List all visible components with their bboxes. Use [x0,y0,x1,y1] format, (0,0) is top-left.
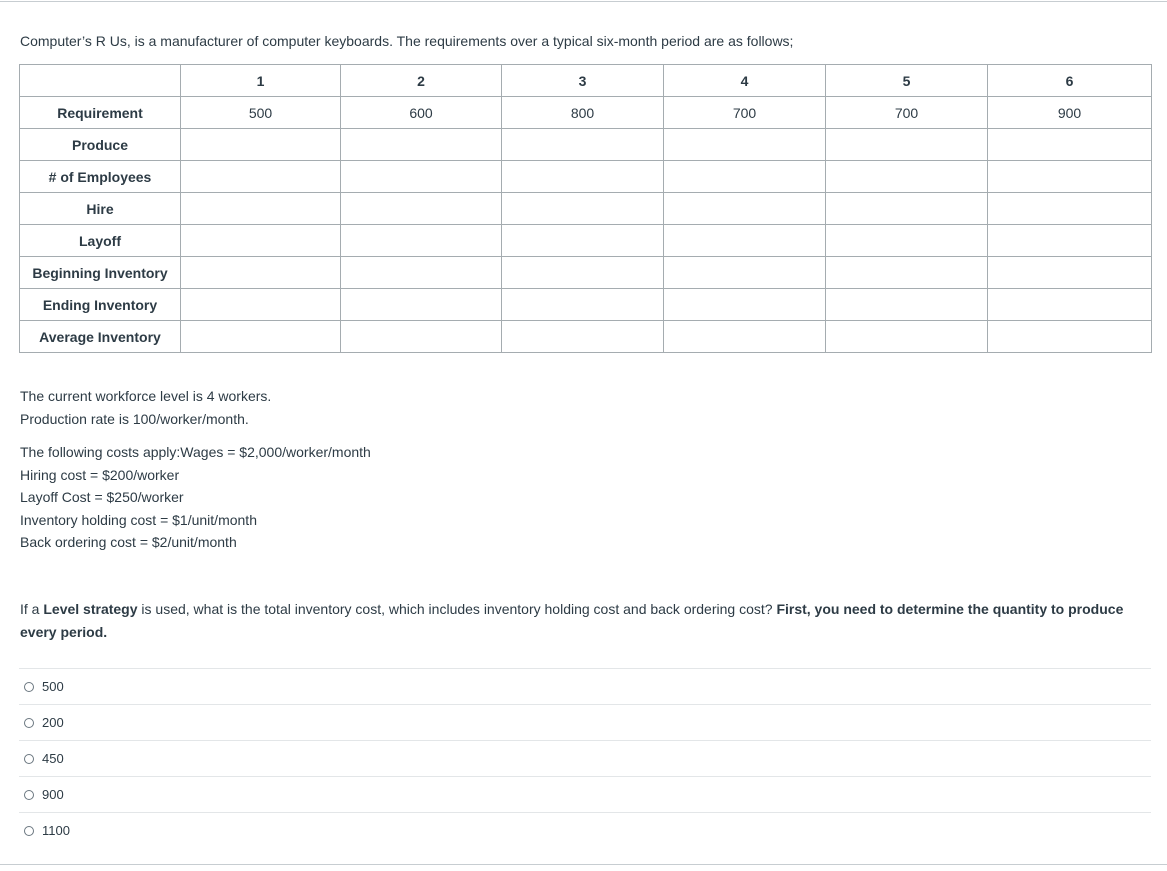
row-label: Ending Inventory [20,289,181,321]
table-cell [502,161,664,193]
table-cell [181,129,341,161]
table-cell [664,321,826,353]
top-divider [0,1,1167,2]
holding-cost-line: Inventory holding cost = $1/unit/month [20,511,257,528]
workforce-line: The current workforce level is 4 workers. [20,388,272,404]
row-label: Requirement [20,97,181,129]
table-cell [988,225,1152,257]
answer-label: 900 [42,787,64,802]
table-row [20,193,1152,225]
table-cell [181,289,341,321]
table-cell [341,289,502,321]
table-cell [341,161,502,193]
answer-label: 1100 [42,823,70,838]
intro-text: Computer’s R Us, is a manufacturer of computer keyboards. The requirements over a typical six-month period are as follows; [20,33,794,49]
table-header-cell: 3 [502,65,664,97]
table-header-cell [20,65,181,97]
table-header-cell: 6 [988,65,1152,97]
table-cell [826,129,988,161]
table-cell [502,321,664,353]
answer-label: 500 [42,679,64,694]
table-row [20,321,1152,353]
table-row [20,161,1152,193]
table-cell [341,193,502,225]
table-cell [826,225,988,257]
table-cell [988,289,1152,321]
table-cell [181,257,341,289]
table-header-row [20,65,1152,97]
table-cell [664,161,826,193]
table-header-cell: 1 [181,65,341,97]
row-label: Layoff [20,225,181,257]
workforce-paragraph [20,385,271,430]
table-header-cell: 2 [341,65,502,97]
table-row [20,129,1152,161]
hiring-cost-line: Hiring cost = $200/worker [20,466,180,483]
question-text [20,598,1150,644]
table-cell [988,257,1152,289]
wages-line: The following costs apply:Wages = $2,000/worker/month [20,444,371,460]
answer-option-200[interactable] [19,705,1151,741]
table-cell: 700 [826,97,988,129]
radio-button[interactable] [24,754,34,764]
table-cell [826,257,988,289]
answer-label: 450 [42,751,64,766]
table-cell: 800 [502,97,664,129]
answer-option-900[interactable] [19,777,1151,813]
table-cell: 700 [664,97,826,129]
table-cell [181,321,341,353]
requirements-table [19,64,1152,353]
radio-button[interactable] [24,718,34,728]
table-cell: 500 [181,97,341,129]
row-label: Average Inventory [20,321,181,353]
table-cell [502,129,664,161]
table-cell [341,321,502,353]
table-cell: 900 [988,97,1152,129]
question-part: If a [20,601,44,617]
table-cell [988,193,1152,225]
costs-paragraph [20,441,371,554]
table-row [20,289,1152,321]
table-cell [988,129,1152,161]
table-cell [988,161,1152,193]
table-header-cell: 4 [664,65,826,97]
table-cell [502,289,664,321]
table-cell [664,257,826,289]
row-label: Beginning Inventory [20,257,181,289]
table-cell [826,193,988,225]
production-rate-line: Production rate is 100/worker/month. [20,410,249,427]
table-cell [181,225,341,257]
table-cell [502,225,664,257]
table-cell [664,129,826,161]
table-cell [502,257,664,289]
table-row [20,97,1152,129]
answer-options [19,668,1151,848]
table-cell [502,193,664,225]
row-label: # of Employees [20,161,181,193]
question-part: is used, what is the total inventory cost, which includes inventory holding cost and back ordering cost? [137,601,777,617]
table-cell [826,161,988,193]
answer-label: 200 [42,715,64,730]
table-row [20,257,1152,289]
answer-option-450[interactable] [19,741,1151,777]
table-cell [826,289,988,321]
bottom-divider [0,864,1167,865]
radio-button[interactable] [24,790,34,800]
table-cell [664,289,826,321]
table-cell [181,161,341,193]
table-cell [341,225,502,257]
table-cell [181,193,341,225]
radio-button[interactable] [24,682,34,692]
row-label: Hire [20,193,181,225]
layoff-cost-line: Layoff Cost = $250/worker [20,489,184,505]
table-cell [341,129,502,161]
question-emphasis: Level strategy [43,601,138,617]
table-cell [664,225,826,257]
table-cell [826,321,988,353]
question-instruction: First, you need to determine the quantity to produce every period. [20,601,1124,640]
answer-option-1100[interactable] [19,813,1151,848]
table-cell [988,321,1152,353]
table-cell: 600 [341,97,502,129]
table-cell [664,193,826,225]
radio-button[interactable] [24,826,34,836]
table-header-cell: 5 [826,65,988,97]
row-label: Produce [20,129,181,161]
backorder-cost-line: Back ordering cost = $2/unit/month [20,534,237,550]
table-row [20,225,1152,257]
answer-option-500[interactable] [19,669,1151,705]
table-cell [341,257,502,289]
